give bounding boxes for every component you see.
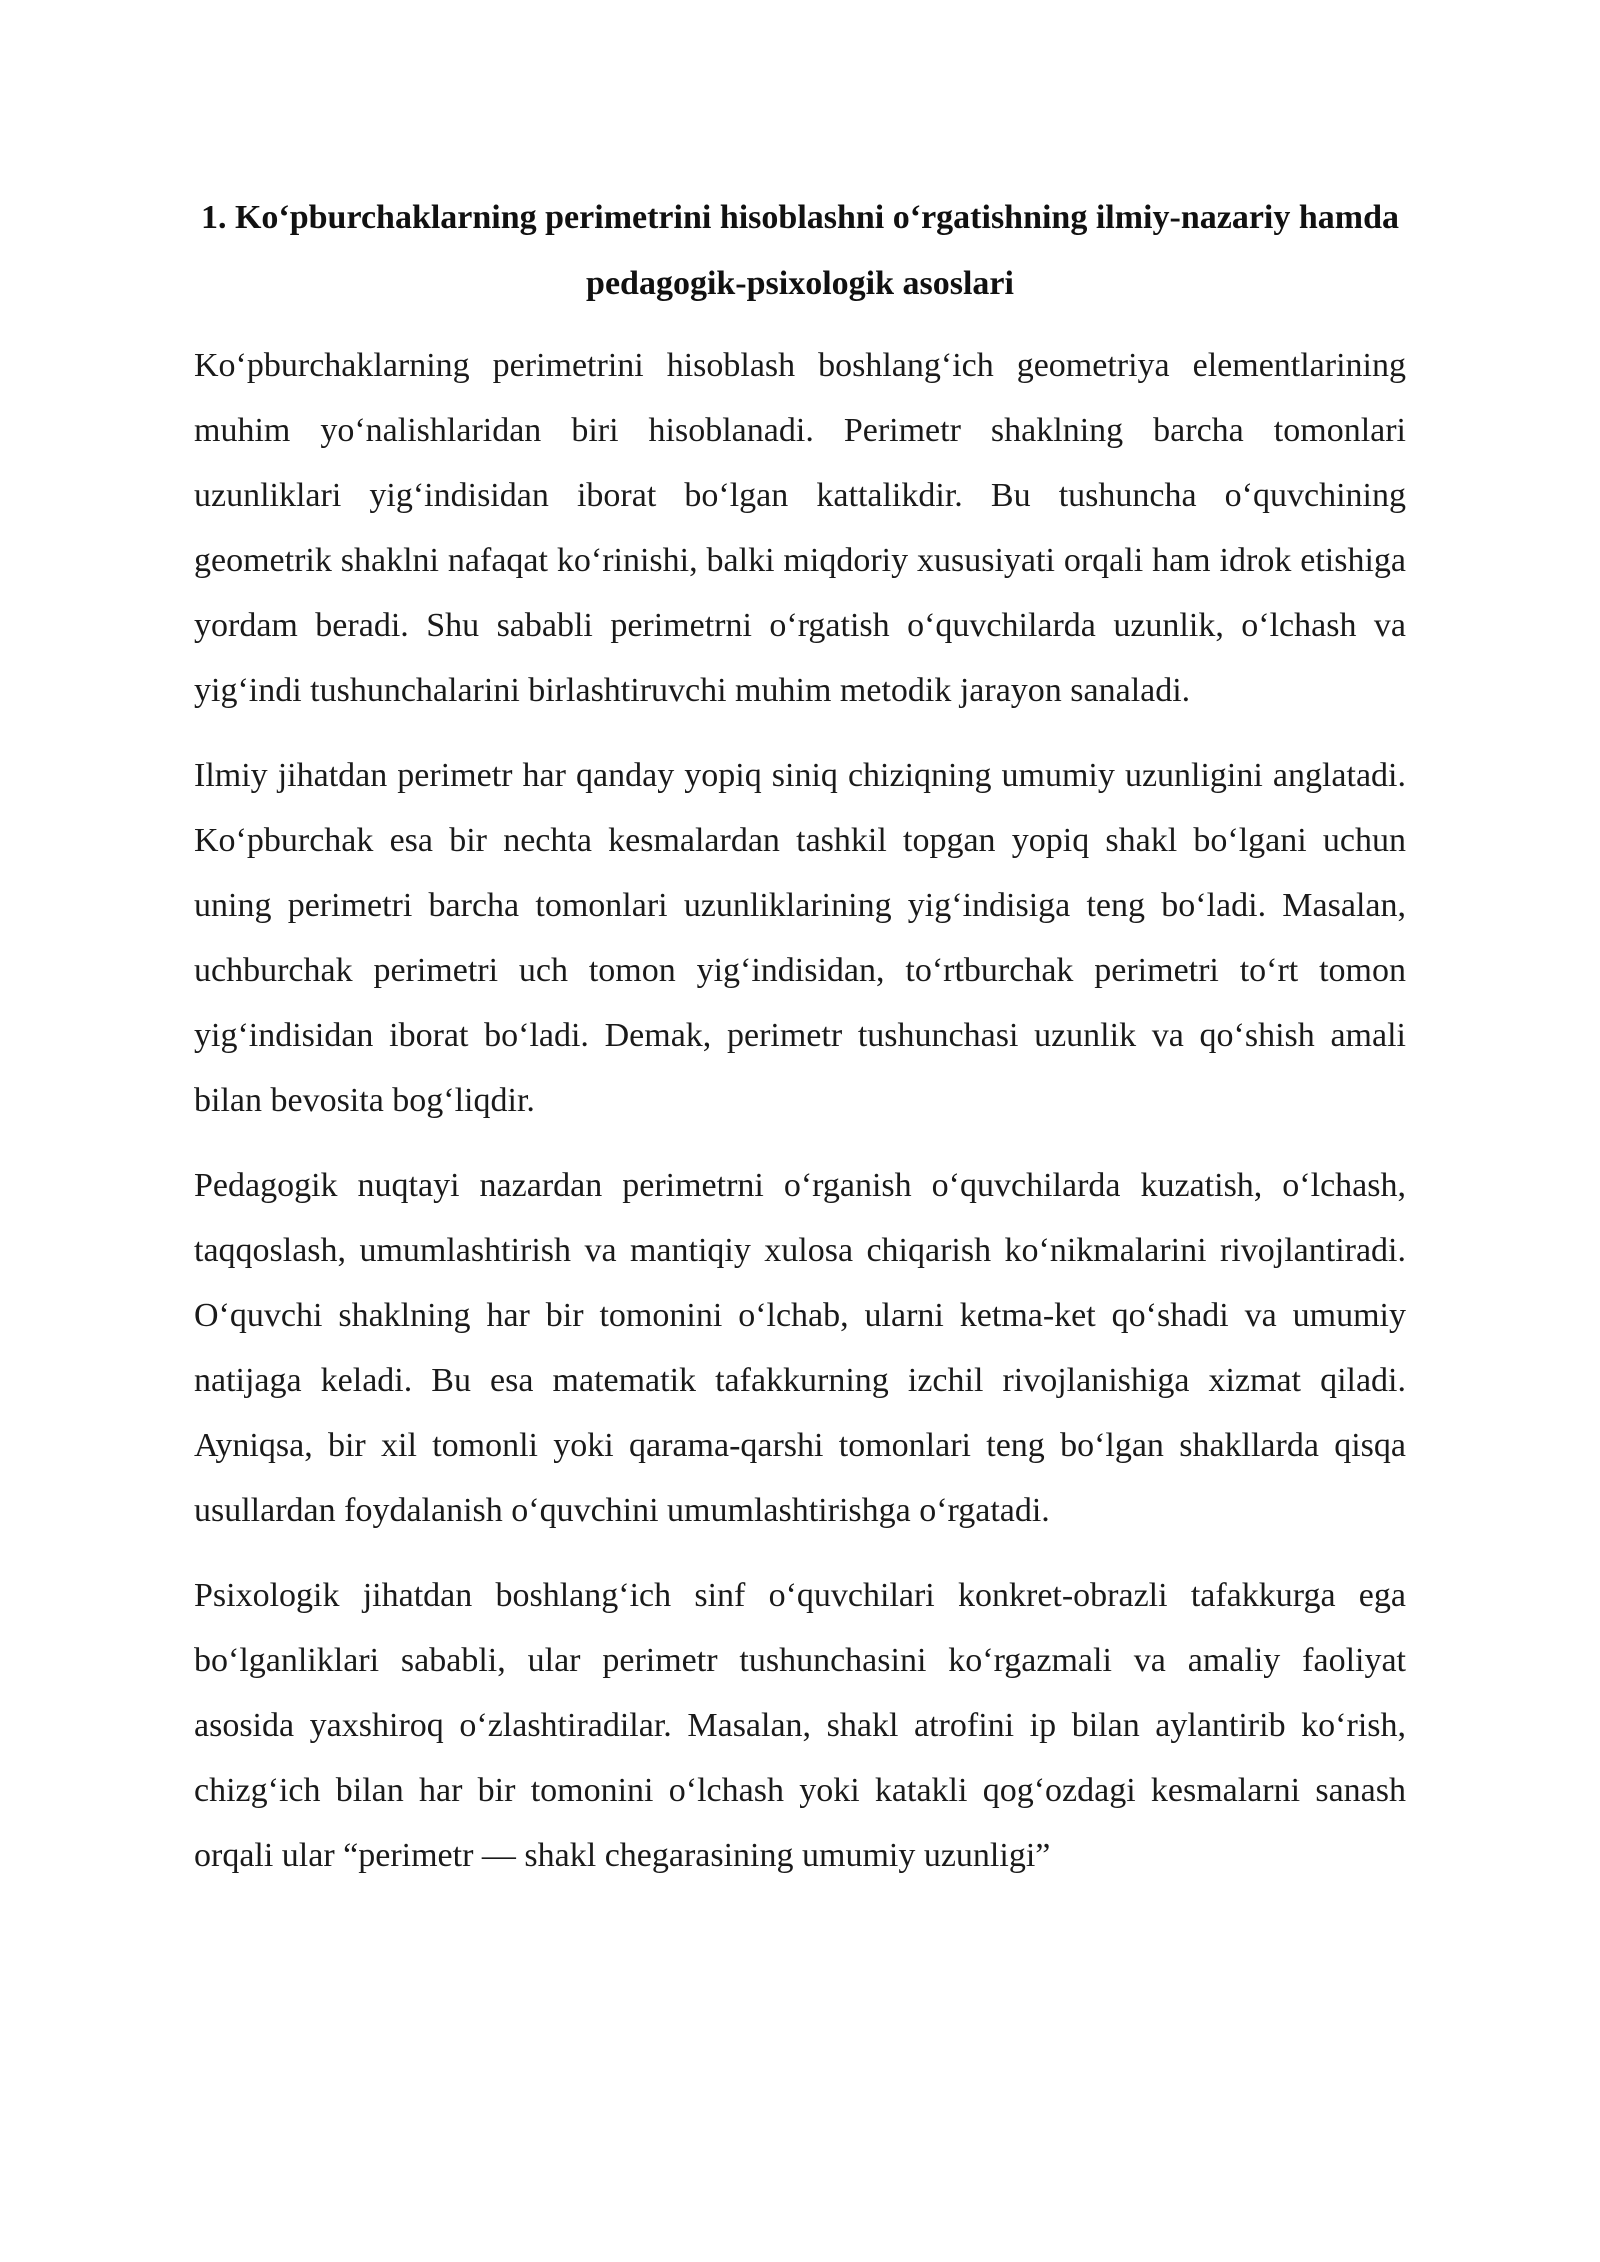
paragraph-2: Ilmiy jihatdan perimetr har qanday yopiq siniq chiziqning umumiy uzunligini anglatadi. Ko‘pburchak esa bir nechta kesmalardan tashkil topgan yopiq shakl bo‘lgani uchun uning perimetri barcha tomonlari uzunliklarining yig‘indisiga teng bo‘ladi. Masalan, uchburchak perimetri uch tomon yig‘indisidan, to‘rtburchak perimetri to‘rt tomon yig‘indisidan iborat bo‘ladi. Demak, perimetr tushunchasi uzunlik va qo‘shish amali bilan bevosita bog‘liqdir. bbox=[194, 757, 1406, 1119]
section-title: 1. Ko‘pburchaklarning perimetrini hisoblashni o‘rgatishning ilmiy-nazariy hamda pedagogik-psixologik asoslari bbox=[200, 199, 1400, 302]
paragraph-3: Pedagogik nuqtayi nazardan perimetrni o‘rganish o‘quvchilarda kuzatish, o‘lchash, taqqoslash, umumlashtirish va mantiqiy xulosa chiqarish ko‘nikmalarini rivojlantiradi. O‘quvchi shaklning har bir tomonini o‘lchab, ularni ketma-ket qo‘shadi va umumiy natijaga keladi. Bu esa matematik tafakkurning izchil rivojlanishiga xizmat qiladi. Ayniqsa, bir xil tomonli yoki qarama-qarshi tomonlari teng bo‘lgan shakllarda qisqa usullardan foydalanish o‘quvchini umumlashtirishga o‘rgatadi. bbox=[194, 1167, 1406, 1529]
paragraph-1: Ko‘pburchaklarning perimetrini hisoblash boshlang‘ich geometriya elementlarining muhim yo‘nalishlaridan biri hisoblanadi. Perimetr shaklning barcha tomonlari uzunliklari yig‘indisidan iborat bo‘lgan kattalikdir. Bu tushuncha o‘quvchining geometrik shaklni nafaqat ko‘rinishi, balki miqdoriy xususiyati orqali ham idrok etishiga yordam beradi. Shu sababli perimetrni o‘rgatish o‘quvchilarda uzunlik, o‘lchash va yig‘indi tushunchalarini birlashtiruvchi muhim metodik jarayon sanaladi. bbox=[194, 347, 1406, 709]
paragraph-4: Psixologik jihatdan boshlang‘ich sinf o‘quvchilari konkret-obrazli tafakkurga ega bo‘lganliklari sababli, ular perimetr tushunchasini ko‘rgazmali va amaliy faoliyat asosida yaxshiroq o‘zlashtiradilar. Masalan, shakl atrofini ip bilan aylantirib ko‘rish, chizg‘ich bilan har bir tomonini o‘lchash yoki katakli qog‘ozdagi kesmalarni sanash orqali ular “perimetr — shakl chegarasining umumiy uzunligi” bbox=[194, 1577, 1406, 1874]
document-body bbox=[194, 185, 1406, 1908]
